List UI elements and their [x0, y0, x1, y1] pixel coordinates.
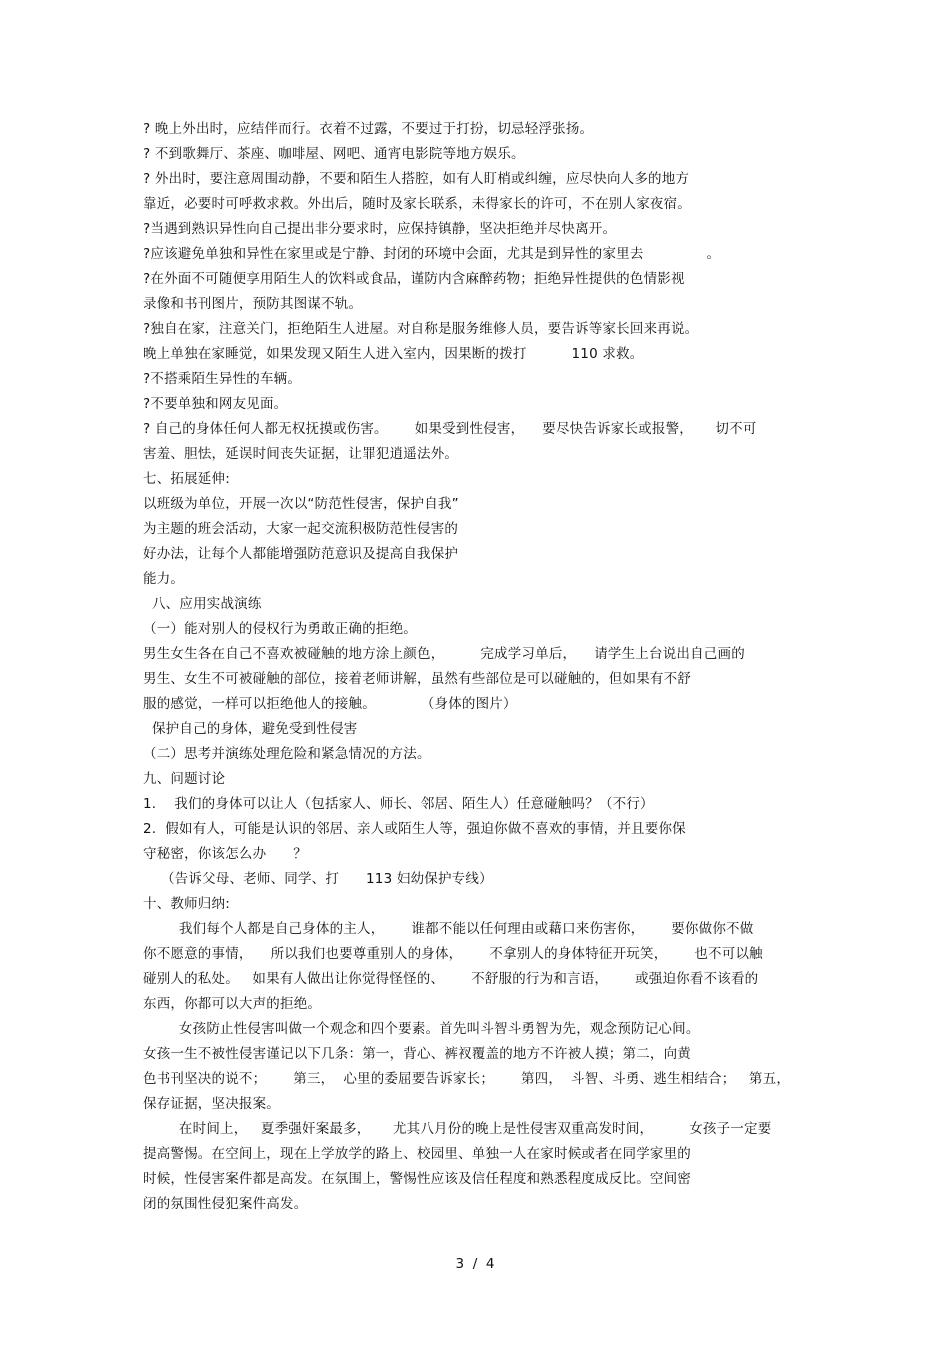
text-line: 服的感觉，一样可以拒绝他人的接触。 （身体的图片）: [143, 696, 517, 712]
text-line: 提高警惕。在空间上，现在上学放学的路上、校园里、单独一人在家时候或者在同学家里的: [143, 1146, 691, 1162]
text-line: 男生、女生不可被碰触的部位，接着老师讲解，虽然有些部位是可以碰触的，但如果有不舒: [143, 671, 691, 687]
text-line: 保护自己的身体，避免受到性侵害: [143, 721, 358, 737]
text-line: 男生女生各在自己不喜欢被碰触的地方涂上颜色， 完成学习单后， 请学生上台说出自己画的: [143, 646, 745, 662]
subsection-heading: （一）能对别人的侵权行为勇敢正确的拒绝。: [143, 621, 417, 637]
text-line: 能力。: [143, 571, 185, 587]
section-heading: 十、教师归纳:: [143, 896, 230, 912]
text-line: 靠近，必要时可呼救求救。外出后，随时及家长联系，未得家长的许可，不在别人家夜宿。: [143, 196, 691, 212]
text-line: 女孩防止性侵害叫做一个观念和四个要素。首先叫斗智斗勇智为先，观念预防记心间。: [143, 1021, 700, 1037]
text-line: 为主题的班会活动，大家一起交流积极防范性侵害的: [143, 521, 459, 537]
page-number: 3 / 4: [455, 1256, 495, 1272]
list-item: 1. 我们的身体可以让人（包括家人、师长、邻居、陌生人）任意碰触吗？（不行）: [143, 796, 654, 812]
subsection-heading: （二）思考并演练处理危险和紧急情况的方法。: [143, 746, 431, 762]
section-heading: 九、问题讨论: [143, 771, 226, 787]
text-line: ? 晚上外出时，应结伴而行。衣着不过露，不要过于打扮，切忌轻浮张扬。: [143, 121, 594, 137]
text-line: 碰别人的私处。 如果有人做出让你觉得怪怪的、 不舒服的行为和言语， 或强迫你看不该看的: [143, 971, 759, 987]
text-line: 录像和书刊图片，预防其图谋不轨。: [143, 296, 363, 312]
text-line: 保存证据，坚决报案。: [143, 1096, 280, 1112]
text-line: 东西，你都可以大声的拒绝。: [143, 996, 322, 1012]
text-line: 闭的氛围性侵犯案件高发。: [143, 1196, 308, 1212]
text-line: 好办法，让每个人都能增强防范意识及提高自我保护: [143, 546, 459, 562]
text-line: 以班级为单位，开展一次以“防范性侵害，保护自我”: [143, 496, 459, 512]
text-line: 时候，性侵害案件都是高发。在氛围上，警惕性应该及信任程度和熟悉程度成反比。空间密: [143, 1171, 691, 1187]
section-heading: 七、拓展延伸:: [143, 471, 230, 487]
text-line: ? 不到歌舞厅、茶座、咖啡屋、网吧、通宵电影院等地方娱乐。: [143, 146, 525, 162]
text-line: （告诉父母、老师、同学、打 113 妇幼保护专线）: [143, 871, 493, 887]
text-line: ?不要单独和网友见面。: [143, 396, 288, 412]
text-line: ?不搭乘陌生异性的车辆。: [143, 371, 302, 387]
text-line: ? 自己的身体任何人都无权抚摸或伤害。 如果受到性侵害， 要尽快告诉家长或报警， 切不可: [143, 421, 757, 437]
text-line: 害羞、胆怯，延误时间丧失证据，让罪犯逍遥法外。: [143, 446, 459, 462]
text-line: 色书刊坚决的说不； 第三， 心里的委屈要告诉家长； 第四， 斗智、斗勇、逃生相结合； 第五，: [143, 1071, 791, 1087]
text-line: 晚上单独在家睡觉，如果发现又陌生人进入室内，因果断的拨打 110 求救。: [143, 346, 644, 362]
text-line: 你不愿意的事情， 所以我们也要尊重别人的身体， 不拿别人的身体特征开玩笑， 也不可以触: [143, 946, 763, 962]
text-line: 女孩一生不被性侵害谨记以下几条：第一，背心、裤衩覆盖的地方不许被人摸；第二，向黄: [143, 1046, 691, 1062]
list-item: 2. 假如有人，可能是认识的邻居、亲人或陌生人等，强迫你做不喜欢的事情，并且要你保: [143, 821, 686, 837]
section-heading: 八、应用实战演练: [143, 596, 262, 612]
text-line: ?独自在家，注意关门，拒绝陌生人进屋。对自称是服务维修人员，要告诉等家长回来再说。: [143, 321, 699, 337]
text-line: 我们每个人都是自己身体的主人， 谁都不能以任何理由或藉口来伤害你， 要你做你不做: [143, 921, 754, 937]
text-line: 守秘密，你该怎么办 ？: [143, 846, 307, 862]
text-line: 在时间上， 夏季强奸案最多， 尤其八月份的晚上是性侵害双重高发时间， 女孩子一定要: [143, 1121, 772, 1137]
text-line: ?在外面不可随便享用陌生人的饮料或食品，谨防内含麻醉药物；拒绝异性提供的色情影视: [143, 271, 685, 287]
text-line: ?应该避免单独和异性在家里或是宁静、封闭的环境中会面，尤其是到异性的家里去 。: [143, 246, 721, 262]
text-line: ?当遇到熟识异性向自己提出非分要求时，应保持镇静，坚决拒绝并尽快离开。: [143, 221, 617, 237]
text-line: ? 外出时，要注意周围动静，不要和陌生人搭腔，如有人盯梢或纠缠，应尽快向人多的地方: [143, 171, 690, 187]
